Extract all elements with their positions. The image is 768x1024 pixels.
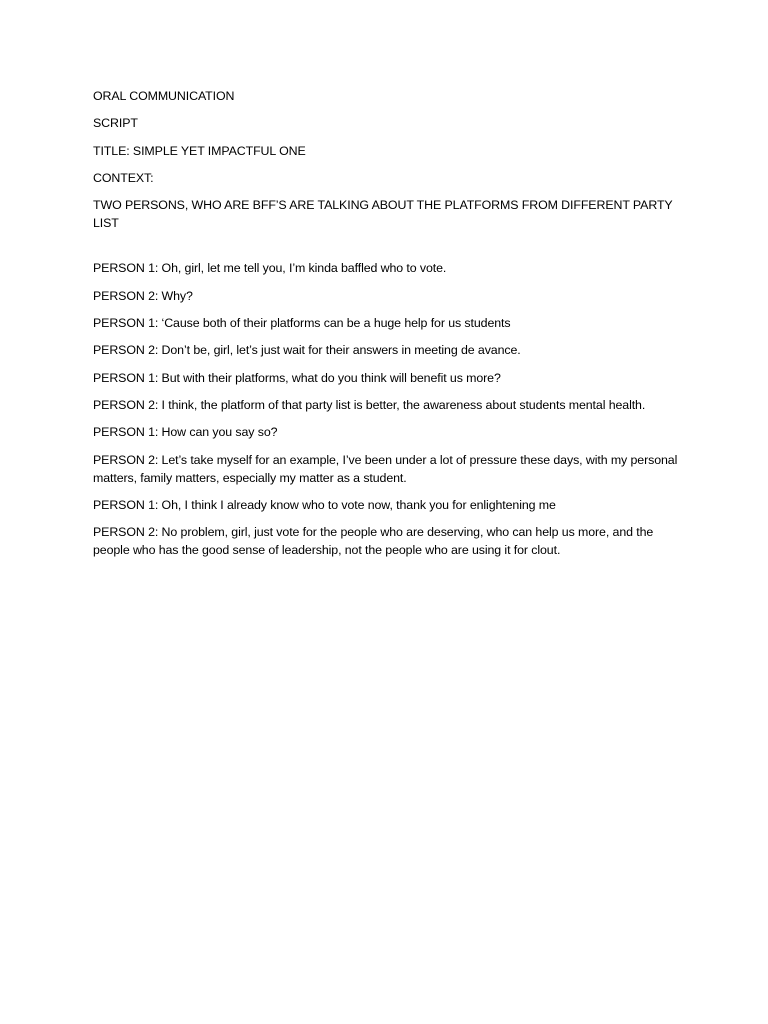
dialogue-line: PERSON 1: How can you say so?: [93, 425, 278, 440]
dialogue-line: PERSON 1: Oh, girl, let me tell you, I’m kinda baffled who to vote.: [93, 261, 447, 276]
script-title: TITLE: SIMPLE YET IMPACTFUL ONE: [93, 143, 306, 158]
dialogue-line: PERSON 2: Why?: [93, 288, 193, 303]
dialogue-line: PERSON 1: But with their platforms, what do you think will benefit us more?: [93, 370, 501, 385]
context-label: CONTEXT:: [93, 170, 154, 185]
dialogue-line: PERSON 2: Let’s take myself for an example, I’ve been under a lot of pressure these days, with my personal matters, family matters, especially my matter as a student.: [93, 452, 678, 485]
dialogue-line: PERSON 1: ‘Cause both of their platforms can be a huge help for us students: [93, 316, 511, 331]
dialogue-line: PERSON 1: Oh, I think I already know who to vote now, thank you for enlightening me: [93, 497, 556, 512]
dialogue-line: PERSON 2: No problem, girl, just vote for the people who are deserving, who can help us more, and the people who has the good sense of leadership, not the people who are using it for clout.: [93, 525, 654, 558]
dialogue-line: PERSON 2: I think, the platform of that party list is better, the awareness about students mental health.: [93, 397, 646, 412]
course-heading: ORAL COMMUNICATION: [93, 89, 235, 103]
doc-type-label: SCRIPT: [93, 116, 138, 131]
dialogue-line: PERSON 2: Don’t be, girl, let’s just wait for their answers in meeting de avance.: [93, 343, 521, 358]
blank-line: [93, 241, 683, 259]
document-body: [93, 87, 683, 568]
context-text: TWO PERSONS, WHO ARE BFF’S ARE TALKING ABOUT THE PLATFORMS FROM DIFFERENT PARTY LIST: [93, 198, 673, 231]
